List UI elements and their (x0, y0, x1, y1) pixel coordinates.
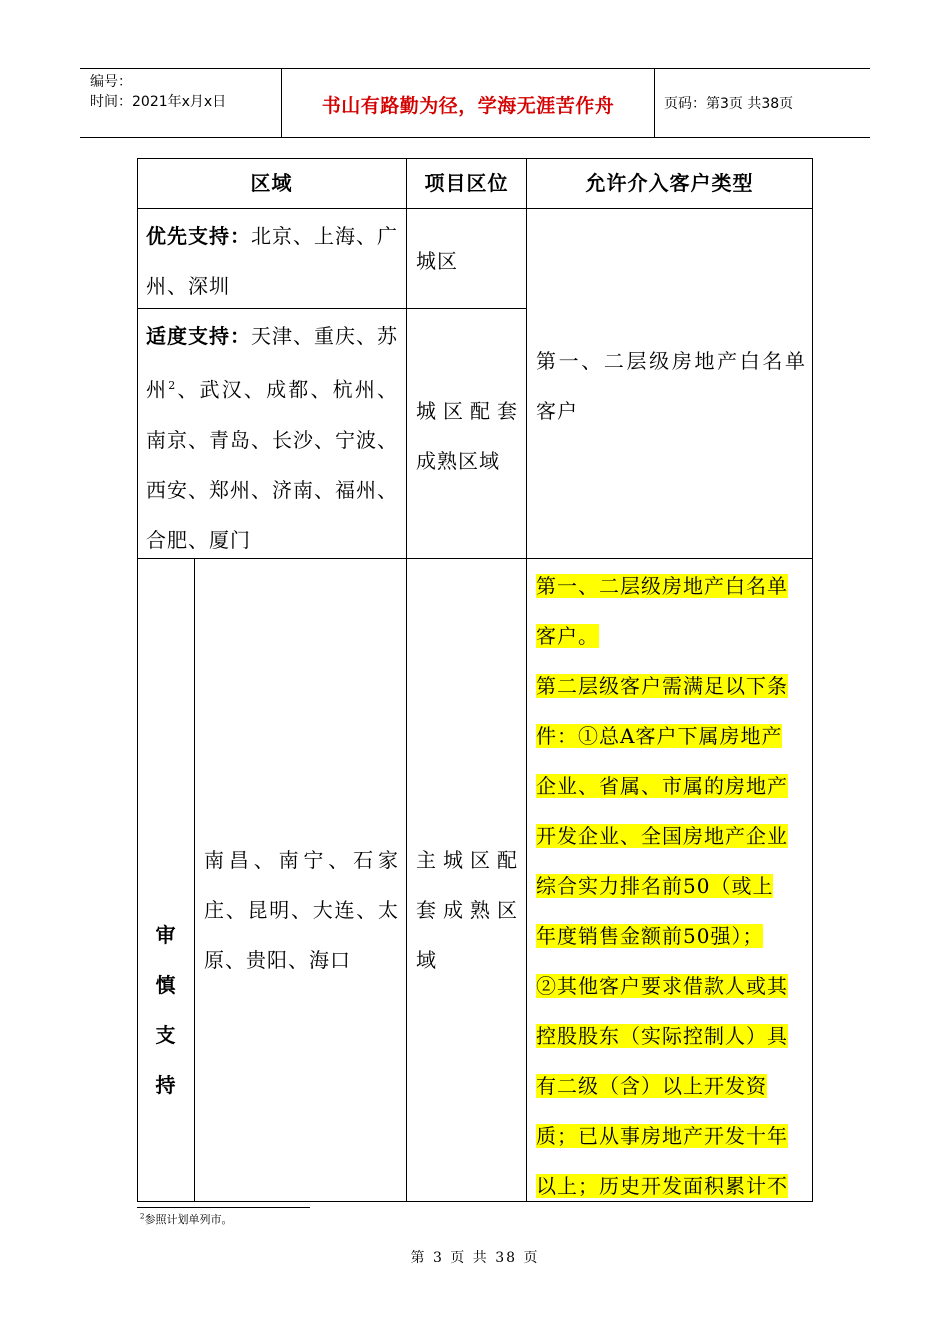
table-rule (194, 558, 195, 1202)
header-meta (90, 72, 226, 112)
prudent-support-label (137, 910, 194, 1110)
footnote-separator (137, 1207, 310, 1208)
table-rule (406, 158, 407, 1202)
table-rule (137, 208, 813, 209)
header-page-label: 页码：第3页 共38页 (664, 96, 794, 112)
region-priority-support (146, 211, 398, 311)
priority-support-label: 优先支持： (146, 224, 251, 248)
priority-support-cities: 北京、上海、广州、深圳 (146, 224, 398, 298)
header-motto: 书山有路勤为径，学海无涯苦作舟 (321, 95, 615, 117)
region-policy-table (137, 158, 813, 1202)
page-footer: 第 3 页 共 38 页 (410, 1250, 540, 1266)
prudent-support-char: 审 (155, 923, 176, 947)
moderate-support-location: 城区配套成熟区域 (416, 399, 518, 473)
moderate-support-cities: 天津、重庆、苏州 (146, 324, 398, 402)
column-header-location: 项目区位 (424, 171, 509, 195)
column-header-client-type: 允许介入客户类型 (585, 171, 754, 195)
condition-line: 件：①总A客户下属房地产 (536, 724, 783, 748)
region-moderate-support (146, 311, 398, 565)
prudent-support-char: 支 (155, 1023, 176, 1047)
header-number-label: 编号： (90, 74, 132, 90)
condition-line: 开发企业、全国房地产企业 (536, 824, 788, 848)
moderate-support-cities-cont: 、武汉、成都、杭州、南京、青岛、长沙、宁波、西安、郑州、济南、福州、合肥、厦门 (146, 377, 399, 552)
footnote-reference: 2 (168, 379, 177, 392)
condition-line: 第二层级客户需满足以下条 (536, 674, 788, 698)
condition-line: 控股股东（实际控制人）具 (536, 1024, 788, 1048)
priority-support-location: 城区 (416, 249, 458, 273)
column-header-region: 区域 (250, 171, 293, 195)
header-time-label: 时间：2021年x月x日 (90, 94, 227, 110)
condition-line: ②其他客户要求借款人或其 (536, 974, 788, 998)
condition-line: 有二级（含）以上开发资 (536, 1074, 767, 1098)
condition-line: 企业、省属、市属的房地产 (536, 774, 788, 798)
condition-line: 综合实力排名前50（或上 (536, 874, 774, 898)
prudent-support-location: 主城区配套成熟区域 (416, 848, 518, 972)
document-header (80, 68, 870, 138)
prudent-support-char: 持 (155, 1073, 176, 1097)
footnote-mark: 2 (140, 1212, 145, 1221)
prudent-client-conditions (536, 561, 806, 1211)
footnote (140, 1211, 232, 1227)
prudent-support-cities: 南昌、南宁、石家庄、昆明、大连、太原、贵阳、海口 (204, 848, 399, 972)
moderate-support-label: 适度支持： (146, 324, 251, 348)
condition-line: 客户。 (536, 624, 599, 648)
table-rule (526, 158, 527, 1202)
condition-line: 年度销售金额前50强）； (536, 924, 764, 948)
header-divider (654, 69, 655, 137)
prudent-support-char: 慎 (155, 973, 176, 997)
condition-line: 质；已从事房地产开发十年 (536, 1124, 788, 1148)
footnote-text: 参照计划单列市。 (144, 1213, 233, 1226)
condition-line: 第一、二层级房地产白名单 (536, 574, 788, 598)
table-border (812, 158, 813, 1202)
condition-line: 以上；历史开发面积累计不 (536, 1174, 788, 1198)
whitelist-client-type: 第一、二层级房地产白名单客户 (536, 349, 806, 423)
